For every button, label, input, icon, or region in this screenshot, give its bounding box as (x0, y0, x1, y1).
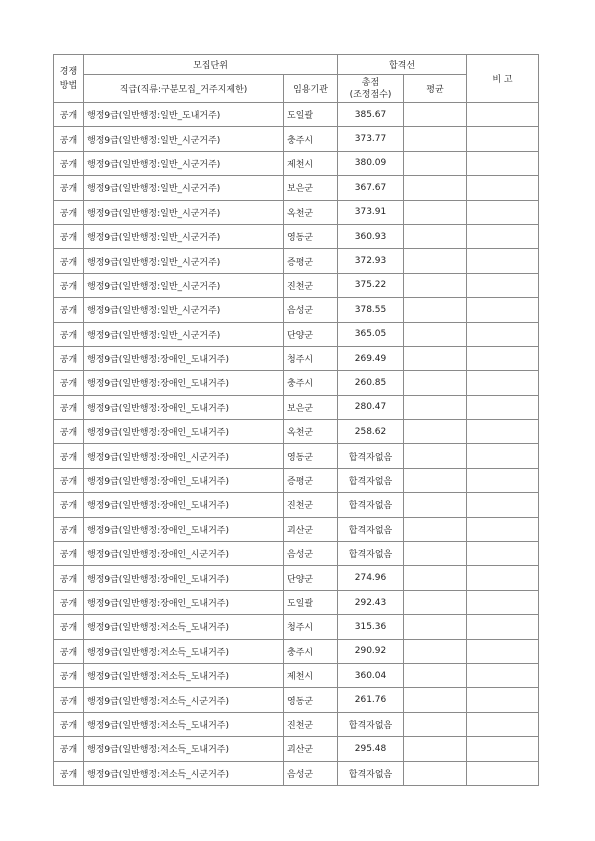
cell-competition-type: 공개 (54, 127, 84, 151)
cell-total-score: 295.48 (338, 737, 404, 761)
table-row (54, 249, 539, 273)
cell-remarks (467, 103, 539, 127)
cell-total-score: 360.93 (338, 224, 404, 248)
cell-competition-type: 공개 (54, 224, 84, 248)
table-row (54, 737, 539, 761)
cell-competition-type: 공개 (54, 151, 84, 175)
cell-competition-type: 공개 (54, 444, 84, 468)
cell-total-score: 합격자없음 (338, 542, 404, 566)
cell-total-score: 373.91 (338, 200, 404, 224)
cell-competition-type: 공개 (54, 103, 84, 127)
cell-agency: 청주시 (284, 346, 338, 370)
table-row (54, 103, 539, 127)
table-row (54, 151, 539, 175)
cell-job-title: 행정9급(일반행정:일반_시군거주) (84, 273, 284, 297)
header-total-score (338, 75, 404, 103)
cell-competition-type: 공개 (54, 420, 84, 444)
cell-average (404, 468, 467, 492)
cell-remarks (467, 420, 539, 444)
cell-total-score: 290.92 (338, 639, 404, 663)
header-job-title: 직급(직류:구분모집_거주지제한) (84, 75, 284, 103)
cell-remarks (467, 663, 539, 687)
cell-average (404, 688, 467, 712)
table-row (54, 371, 539, 395)
cell-remarks (467, 566, 539, 590)
cell-agency: 옥천군 (284, 420, 338, 444)
cell-remarks (467, 127, 539, 151)
cell-competition-type: 공개 (54, 200, 84, 224)
cell-total-score: 258.62 (338, 420, 404, 444)
cell-average (404, 444, 467, 468)
header-average: 평균 (404, 75, 467, 103)
cell-competition-type: 공개 (54, 517, 84, 541)
cell-agency: 충주시 (284, 371, 338, 395)
table-row (54, 590, 539, 614)
cell-job-title: 행정9급(일반행정:일반_시군거주) (84, 322, 284, 346)
cell-remarks (467, 273, 539, 297)
cell-job-title: 행정9급(일반행정:장애인_시군거주) (84, 542, 284, 566)
header-recruitment-unit: 모집단위 (84, 55, 338, 75)
cell-competition-type: 공개 (54, 395, 84, 419)
header-total-score-line2: (조정점수) (349, 89, 392, 100)
cell-average (404, 493, 467, 517)
cell-job-title: 행정9급(일반행정:일반_시군거주) (84, 151, 284, 175)
cell-competition-type: 공개 (54, 737, 84, 761)
cell-agency: 제천시 (284, 663, 338, 687)
cell-average (404, 761, 467, 785)
cell-job-title: 행정9급(일반행정:일반_도내거주) (84, 103, 284, 127)
cell-average (404, 712, 467, 736)
cell-competition-type: 공개 (54, 566, 84, 590)
cell-average (404, 103, 467, 127)
cell-agency: 증평군 (284, 249, 338, 273)
cell-job-title: 행정9급(일반행정:저소득_도내거주) (84, 639, 284, 663)
cell-average (404, 224, 467, 248)
cell-job-title: 행정9급(일반행정:일반_시군거주) (84, 200, 284, 224)
cell-job-title: 행정9급(일반행정:저소득_시군거주) (84, 761, 284, 785)
cell-agency: 증평군 (284, 468, 338, 492)
header-remarks: 비 고 (467, 55, 539, 103)
cell-job-title: 행정9급(일반행정:저소득_도내거주) (84, 615, 284, 639)
cell-agency: 진천군 (284, 273, 338, 297)
cell-agency: 청주시 (284, 615, 338, 639)
cell-job-title: 행정9급(일반행정:저소득_시군거주) (84, 688, 284, 712)
cell-agency: 진천군 (284, 493, 338, 517)
cell-remarks (467, 468, 539, 492)
cell-competition-type: 공개 (54, 346, 84, 370)
cell-total-score: 269.49 (338, 346, 404, 370)
cell-agency: 제천시 (284, 151, 338, 175)
cell-competition-type: 공개 (54, 371, 84, 395)
cell-average (404, 322, 467, 346)
cell-job-title: 행정9급(일반행정:장애인_시군거주) (84, 444, 284, 468)
cell-remarks (467, 639, 539, 663)
cell-competition-type: 공개 (54, 298, 84, 322)
cell-remarks (467, 395, 539, 419)
cell-average (404, 273, 467, 297)
cell-agency: 단양군 (284, 566, 338, 590)
table-row (54, 127, 539, 151)
table-row (54, 273, 539, 297)
cell-total-score: 365.05 (338, 322, 404, 346)
header-pass-line: 합격선 (338, 55, 467, 75)
cell-total-score: 367.67 (338, 176, 404, 200)
cell-average (404, 151, 467, 175)
cell-agency: 음성군 (284, 298, 338, 322)
cell-job-title: 행정9급(일반행정:장애인_도내거주) (84, 468, 284, 492)
cell-competition-type: 공개 (54, 493, 84, 517)
cell-average (404, 517, 467, 541)
table-row (54, 517, 539, 541)
table-row (54, 493, 539, 517)
cell-total-score: 261.76 (338, 688, 404, 712)
cell-agency: 충주시 (284, 127, 338, 151)
cell-total-score: 372.93 (338, 249, 404, 273)
table-row (54, 542, 539, 566)
cell-remarks (467, 298, 539, 322)
cell-remarks (467, 493, 539, 517)
header-agency: 임용기관 (284, 75, 338, 103)
cell-agency: 옥천군 (284, 200, 338, 224)
table-row (54, 200, 539, 224)
cell-job-title: 행정9급(일반행정:저소득_도내거주) (84, 712, 284, 736)
cell-agency: 단양군 (284, 322, 338, 346)
table-row (54, 444, 539, 468)
cell-remarks (467, 151, 539, 175)
cell-job-title: 행정9급(일반행정:저소득_도내거주) (84, 737, 284, 761)
cell-average (404, 395, 467, 419)
cell-average (404, 737, 467, 761)
table-row (54, 712, 539, 736)
cell-remarks (467, 712, 539, 736)
header-competition-type (54, 55, 84, 103)
cell-job-title: 행정9급(일반행정:장애인_도내거주) (84, 566, 284, 590)
cell-job-title: 행정9급(일반행정:장애인_도내거주) (84, 517, 284, 541)
cell-total-score: 합격자없음 (338, 517, 404, 541)
cell-total-score: 380.09 (338, 151, 404, 175)
cell-competition-type: 공개 (54, 590, 84, 614)
cell-agency: 보은군 (284, 395, 338, 419)
cell-remarks (467, 444, 539, 468)
cell-job-title: 행정9급(일반행정:일반_시군거주) (84, 298, 284, 322)
cell-average (404, 542, 467, 566)
cell-average (404, 200, 467, 224)
cell-total-score: 375.22 (338, 273, 404, 297)
cell-total-score: 373.77 (338, 127, 404, 151)
cell-average (404, 590, 467, 614)
pass-score-table (53, 54, 539, 786)
table-row (54, 322, 539, 346)
cell-competition-type: 공개 (54, 688, 84, 712)
cell-job-title: 행정9급(일반행정:일반_시군거주) (84, 127, 284, 151)
cell-remarks (467, 688, 539, 712)
cell-competition-type: 공개 (54, 639, 84, 663)
table-row (54, 224, 539, 248)
cell-agency: 영동군 (284, 688, 338, 712)
cell-job-title: 행정9급(일반행정:장애인_도내거주) (84, 420, 284, 444)
table-body (54, 103, 539, 786)
cell-agency: 도일괄 (284, 590, 338, 614)
cell-average (404, 298, 467, 322)
cell-remarks (467, 249, 539, 273)
cell-average (404, 176, 467, 200)
cell-total-score: 260.85 (338, 371, 404, 395)
cell-agency: 영동군 (284, 444, 338, 468)
cell-remarks (467, 517, 539, 541)
cell-total-score: 360.04 (338, 663, 404, 687)
cell-agency: 괴산군 (284, 737, 338, 761)
cell-agency: 괴산군 (284, 517, 338, 541)
cell-competition-type: 공개 (54, 542, 84, 566)
cell-total-score: 385.67 (338, 103, 404, 127)
cell-job-title: 행정9급(일반행정:장애인_도내거주) (84, 371, 284, 395)
cell-average (404, 249, 467, 273)
cell-competition-type: 공개 (54, 615, 84, 639)
table-row (54, 639, 539, 663)
cell-total-score: 292.43 (338, 590, 404, 614)
cell-total-score: 280.47 (338, 395, 404, 419)
cell-average (404, 127, 467, 151)
cell-remarks (467, 224, 539, 248)
cell-competition-type: 공개 (54, 249, 84, 273)
cell-competition-type: 공개 (54, 712, 84, 736)
cell-remarks (467, 200, 539, 224)
cell-agency: 충주시 (284, 639, 338, 663)
cell-job-title: 행정9급(일반행정:장애인_도내거주) (84, 395, 284, 419)
header-competition-type-line2: 방법 (59, 80, 78, 91)
cell-competition-type: 공개 (54, 663, 84, 687)
cell-job-title: 행정9급(일반행정:장애인_도내거주) (84, 590, 284, 614)
cell-total-score: 합격자없음 (338, 712, 404, 736)
header-competition-type-line1: 경쟁 (59, 66, 78, 77)
cell-competition-type: 공개 (54, 176, 84, 200)
cell-agency: 진천군 (284, 712, 338, 736)
cell-competition-type: 공개 (54, 468, 84, 492)
table-row (54, 566, 539, 590)
cell-agency: 영동군 (284, 224, 338, 248)
cell-remarks (467, 322, 539, 346)
cell-competition-type: 공개 (54, 273, 84, 297)
cell-job-title: 행정9급(일반행정:장애인_도내거주) (84, 493, 284, 517)
cell-average (404, 615, 467, 639)
cell-remarks (467, 542, 539, 566)
cell-remarks (467, 590, 539, 614)
cell-total-score: 315.36 (338, 615, 404, 639)
cell-competition-type: 공개 (54, 761, 84, 785)
cell-agency: 음성군 (284, 761, 338, 785)
cell-job-title: 행정9급(일반행정:일반_시군거주) (84, 249, 284, 273)
cell-total-score: 합격자없음 (338, 444, 404, 468)
cell-average (404, 663, 467, 687)
table-row (54, 176, 539, 200)
cell-job-title: 행정9급(일반행정:장애인_도내거주) (84, 346, 284, 370)
cell-competition-type: 공개 (54, 322, 84, 346)
cell-remarks (467, 371, 539, 395)
cell-average (404, 566, 467, 590)
table-row (54, 663, 539, 687)
cell-remarks (467, 615, 539, 639)
table-row (54, 395, 539, 419)
table-row (54, 420, 539, 444)
cell-total-score: 합격자없음 (338, 468, 404, 492)
cell-total-score: 합격자없음 (338, 761, 404, 785)
cell-remarks (467, 176, 539, 200)
cell-job-title: 행정9급(일반행정:일반_시군거주) (84, 224, 284, 248)
table-row (54, 761, 539, 785)
cell-average (404, 639, 467, 663)
cell-remarks (467, 761, 539, 785)
table-row (54, 468, 539, 492)
cell-remarks (467, 346, 539, 370)
cell-agency: 도일괄 (284, 103, 338, 127)
cell-agency: 음성군 (284, 542, 338, 566)
cell-job-title: 행정9급(일반행정:일반_시군거주) (84, 176, 284, 200)
cell-average (404, 371, 467, 395)
cell-total-score: 274.96 (338, 566, 404, 590)
cell-remarks (467, 737, 539, 761)
cell-total-score: 합격자없음 (338, 493, 404, 517)
cell-agency: 보은군 (284, 176, 338, 200)
table-row (54, 298, 539, 322)
cell-average (404, 420, 467, 444)
header-total-score-line1: 총점 (361, 77, 380, 88)
cell-average (404, 346, 467, 370)
table-row (54, 346, 539, 370)
cell-total-score: 378.55 (338, 298, 404, 322)
table-row (54, 688, 539, 712)
cell-job-title: 행정9급(일반행정:저소득_도내거주) (84, 663, 284, 687)
table-row (54, 615, 539, 639)
